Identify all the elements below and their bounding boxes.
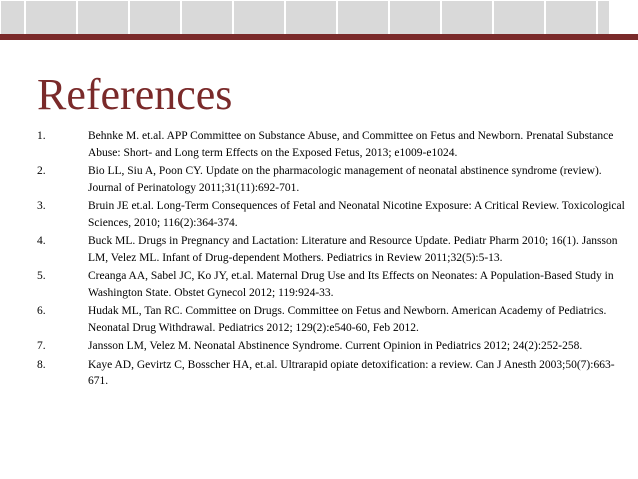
reference-text: Creanga AA, Sabel JC, Ko JY, et.al. Maternal Drug Use and Its Effects on Neonates: A Population-Based Study in Washington State. Obstet Gynecol 2012; 119:924-33. (88, 270, 614, 299)
reference-list (37, 128, 627, 392)
reference-text: Bio LL, Siu A, Poon CY. Update on the pharmacologic management of neonatal abstinence syndrome (review). Journal of Perinatology 2011;31(11):692-701. (88, 165, 602, 194)
reference-item (37, 128, 627, 161)
reference-text: Bruin JE et.al. Long-Term Consequences of Fetal and Neonatal Nicotine Exposure: A Critical Review. Toxicological Sciences, 2010; 116(2):364-374. (88, 200, 625, 229)
reference-number: 5. (37, 270, 46, 282)
slide-title: References (37, 70, 233, 119)
reference-item (37, 268, 627, 301)
reference-text: Hudak ML, Tan RC. Committee on Drugs. Committee on Fetus and Newborn. American Academy of Pediatrics. Neonatal Drug Withdrawal. Pediatrics 2012; 129(2):e540-60, Feb 2012. (88, 305, 607, 334)
reference-number: 8. (37, 358, 46, 371)
reference-item (37, 163, 627, 196)
reference-number: 6. (37, 305, 46, 317)
reference-number: 1. (37, 130, 46, 142)
reference-item (37, 338, 627, 355)
reference-item (37, 198, 627, 231)
reference-item (37, 233, 627, 266)
reference-number: 3. (37, 200, 46, 212)
header-accent-band (0, 34, 638, 40)
reference-number: 2. (37, 165, 46, 177)
reference-number: 7. (37, 340, 46, 352)
reference-text: Kaye AD, Gevirtz C, Bosscher HA, et.al. Ultrarapid opiate detoxification: a review. Can J Anesth 2003;50(7):663-671. (88, 358, 615, 387)
reference-item (37, 357, 627, 390)
reference-item (37, 303, 627, 336)
reference-text: Behnke M. et.al. APP Committee on Substance Abuse, and Committee on Fetus and Newborn. Prenatal Substance Abuse: Short- and Long term Effects on the Exposed Fetus, 2013; e1009-e1024. (88, 130, 614, 159)
reference-number: 4. (37, 235, 46, 247)
reference-text: Jansson LM, Velez M. Neonatal Abstinence Syndrome. Current Opinion in Pediatrics 2012; 24(2):252-258. (88, 340, 583, 352)
reference-text: Buck ML. Drugs in Pregnancy and Lactation: Literature and Resource Update. Pediatr Pharm 2010; 16(1). Jansson LM, Velez ML. Infant of Drug-dependent Mothers. Pediatrics in Review 2011;32(5):5-13. (88, 235, 618, 264)
